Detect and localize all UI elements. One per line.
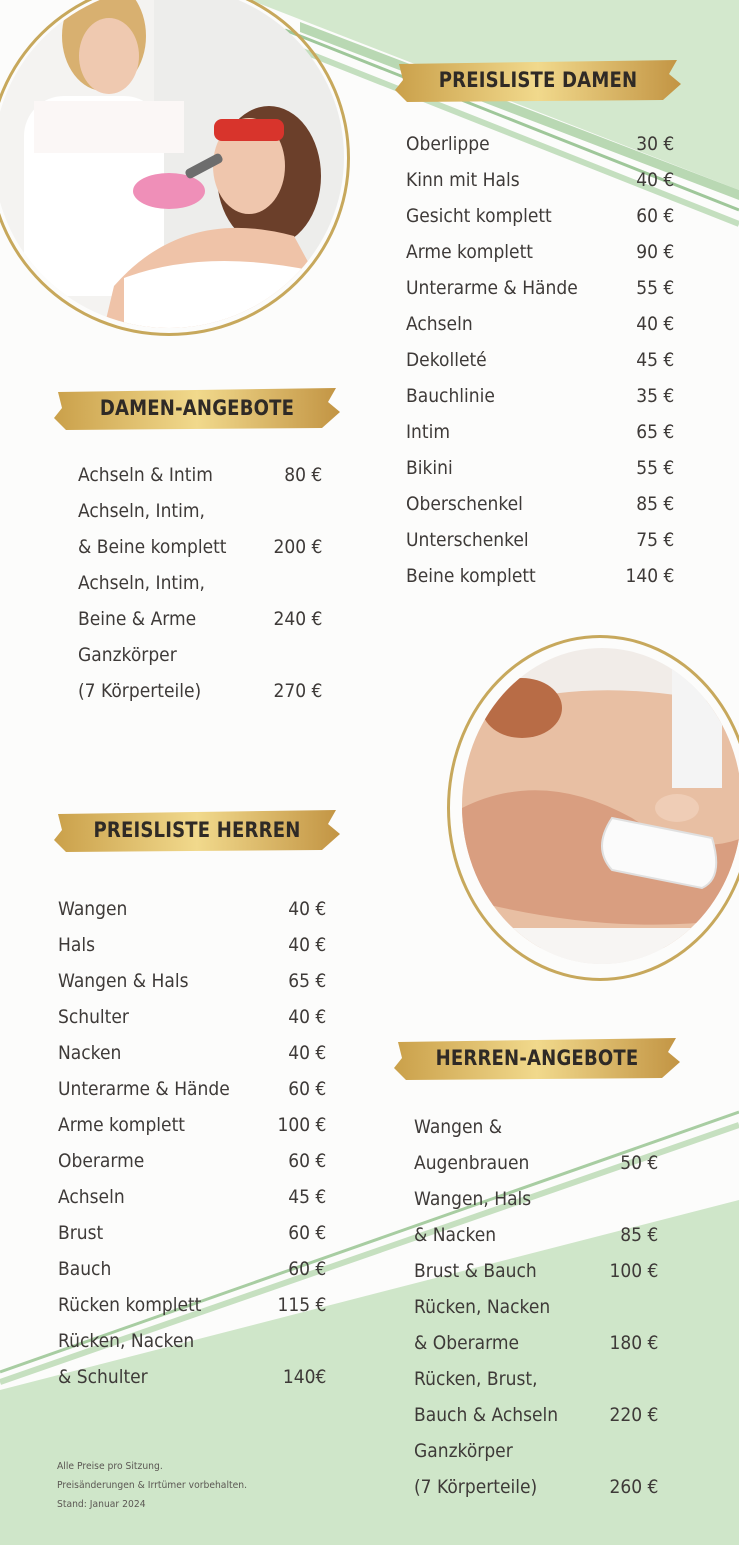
price-row bbox=[406, 306, 674, 342]
price-row bbox=[414, 1289, 658, 1325]
item-price: 40 € bbox=[635, 169, 674, 191]
item-label: Schulter bbox=[58, 1006, 129, 1028]
item-label: Achseln, Intim, bbox=[78, 572, 205, 594]
item-label: Achseln bbox=[58, 1186, 125, 1208]
damen-angebote-banner bbox=[52, 382, 342, 434]
item-price: 90 € bbox=[635, 241, 674, 263]
price-row bbox=[406, 270, 674, 306]
price-row bbox=[78, 673, 322, 709]
item-label: Arme komplett bbox=[406, 241, 533, 263]
price-row bbox=[78, 529, 322, 565]
price-row bbox=[78, 637, 322, 673]
price-row bbox=[406, 522, 674, 558]
item-label: Hals bbox=[58, 934, 95, 956]
item-price: 140 € bbox=[625, 565, 674, 587]
item-label: Dekolleté bbox=[406, 349, 487, 371]
item-price: 30 € bbox=[635, 133, 674, 155]
item-label: Wangen & bbox=[414, 1116, 503, 1138]
price-row bbox=[414, 1397, 658, 1433]
item-label: Bikini bbox=[406, 457, 453, 479]
price-row bbox=[414, 1145, 658, 1181]
item-price: 35 € bbox=[635, 385, 674, 407]
price-row bbox=[58, 1107, 326, 1143]
price-row bbox=[58, 891, 326, 927]
item-label: Unterschenkel bbox=[406, 529, 529, 551]
item-price: 85 € bbox=[619, 1224, 658, 1246]
item-price: 80 € bbox=[283, 464, 322, 486]
item-label: Achseln & Intim bbox=[78, 464, 213, 486]
item-label: Ganzkörper bbox=[78, 644, 177, 666]
footer-line: Stand: Januar 2024 bbox=[57, 1499, 146, 1510]
item-label: Wangen bbox=[58, 898, 128, 920]
item-label: Unterarme & Hände bbox=[58, 1078, 230, 1100]
preisliste-damen-banner bbox=[393, 54, 683, 106]
item-price: 40 € bbox=[287, 1006, 326, 1028]
price-row bbox=[414, 1181, 658, 1217]
herren-angebote-list bbox=[414, 1109, 658, 1505]
item-price: 40 € bbox=[635, 313, 674, 335]
item-price: 55 € bbox=[635, 277, 674, 299]
item-label: & Schulter bbox=[58, 1366, 148, 1388]
item-label: Oberlippe bbox=[406, 133, 490, 155]
item-label: Oberschenkel bbox=[406, 493, 523, 515]
item-price: 60 € bbox=[287, 1150, 326, 1172]
item-label: Arme komplett bbox=[58, 1114, 185, 1136]
item-label: Beine komplett bbox=[406, 565, 536, 587]
price-row bbox=[414, 1217, 658, 1253]
item-label: Rücken, Brust, bbox=[414, 1368, 538, 1390]
price-row bbox=[58, 1143, 326, 1179]
section-title: PREISLISTE HERREN bbox=[93, 818, 301, 842]
item-label: (7 Körperteile) bbox=[414, 1476, 538, 1498]
item-label: Rücken komplett bbox=[58, 1294, 202, 1316]
item-price: 240 € bbox=[273, 608, 322, 630]
item-price: 40 € bbox=[287, 898, 326, 920]
section-title: HERREN-ANGEBOTE bbox=[435, 1046, 639, 1070]
item-price: 200 € bbox=[273, 536, 322, 558]
footer-line: Alle Preise pro Sitzung. bbox=[57, 1461, 163, 1472]
price-row bbox=[414, 1253, 658, 1289]
price-row bbox=[414, 1433, 658, 1469]
item-label: Bauchlinie bbox=[406, 385, 495, 407]
price-row bbox=[58, 1251, 326, 1287]
item-price: 60 € bbox=[287, 1258, 326, 1280]
item-price: 75 € bbox=[635, 529, 674, 551]
item-price: 85 € bbox=[635, 493, 674, 515]
price-row bbox=[406, 486, 674, 522]
item-label: Kinn mit Hals bbox=[406, 169, 520, 191]
preisliste-herren-banner bbox=[52, 804, 342, 856]
price-row bbox=[414, 1109, 658, 1145]
price-row bbox=[58, 1287, 326, 1323]
item-price: 50 € bbox=[619, 1152, 658, 1174]
price-row bbox=[406, 126, 674, 162]
item-label: Beine & Arme bbox=[78, 608, 197, 630]
item-label: Oberarme bbox=[58, 1150, 145, 1172]
price-row bbox=[414, 1469, 658, 1505]
item-price: 40 € bbox=[287, 934, 326, 956]
item-label: Brust & Bauch bbox=[414, 1260, 537, 1282]
item-price: 220 € bbox=[609, 1404, 658, 1426]
price-row bbox=[406, 234, 674, 270]
back-treatment-man-image bbox=[462, 648, 739, 964]
section-title: DAMEN-ANGEBOTE bbox=[99, 396, 295, 420]
item-price: 40 € bbox=[287, 1042, 326, 1064]
price-row bbox=[78, 457, 322, 493]
item-label: Achseln, Intim, bbox=[78, 500, 205, 522]
item-label: Achseln bbox=[406, 313, 473, 335]
price-row bbox=[406, 414, 674, 450]
item-label: Brust bbox=[58, 1222, 104, 1244]
price-row bbox=[406, 558, 674, 594]
item-price: 60 € bbox=[287, 1078, 326, 1100]
item-label: Rücken, Nacken bbox=[58, 1330, 195, 1352]
item-label: Unterarme & Hände bbox=[406, 277, 578, 299]
item-price: 65 € bbox=[287, 970, 326, 992]
price-row bbox=[406, 342, 674, 378]
item-label: & Nacken bbox=[414, 1224, 497, 1246]
item-price: 100 € bbox=[277, 1114, 326, 1136]
item-price: 55 € bbox=[635, 457, 674, 479]
item-price: 45 € bbox=[287, 1186, 326, 1208]
item-label: & Oberarme bbox=[414, 1332, 520, 1354]
price-row bbox=[414, 1361, 658, 1397]
item-price: 60 € bbox=[635, 205, 674, 227]
price-row bbox=[58, 927, 326, 963]
item-price: 65 € bbox=[635, 421, 674, 443]
footer-line: Preisänderungen & Irrtümer vorbehalten. bbox=[57, 1480, 248, 1491]
price-row bbox=[78, 565, 322, 601]
item-price: 270 € bbox=[273, 680, 322, 702]
price-row bbox=[58, 1179, 326, 1215]
footer-note bbox=[57, 1457, 264, 1514]
price-row bbox=[58, 1359, 326, 1395]
item-label: Gesicht komplett bbox=[406, 205, 552, 227]
item-price: 45 € bbox=[635, 349, 674, 371]
price-row bbox=[58, 999, 326, 1035]
section-title: PREISLISTE DAMEN bbox=[438, 68, 638, 92]
item-price: 180 € bbox=[609, 1332, 658, 1354]
item-price: 115 € bbox=[277, 1294, 326, 1316]
price-row bbox=[78, 601, 322, 637]
item-label: & Beine komplett bbox=[78, 536, 227, 558]
item-label: Augenbrauen bbox=[414, 1152, 530, 1174]
item-label: Rücken, Nacken bbox=[414, 1296, 551, 1318]
price-row bbox=[414, 1325, 658, 1361]
item-price: 60 € bbox=[287, 1222, 326, 1244]
price-row bbox=[58, 1035, 326, 1071]
price-row bbox=[58, 963, 326, 999]
price-row bbox=[58, 1323, 326, 1359]
herren-angebote-banner bbox=[392, 1032, 682, 1084]
item-label: (7 Körperteile) bbox=[78, 680, 202, 702]
preisliste-damen-list bbox=[406, 126, 674, 594]
damen-angebote-list bbox=[78, 457, 322, 709]
price-row bbox=[78, 493, 322, 529]
price-row bbox=[406, 378, 674, 414]
item-label: Wangen & Hals bbox=[58, 970, 189, 992]
item-label: Wangen, Hals bbox=[414, 1188, 532, 1210]
preisliste-herren-list bbox=[58, 891, 326, 1395]
price-row bbox=[406, 450, 674, 486]
price-row bbox=[58, 1071, 326, 1107]
item-label: Nacken bbox=[58, 1042, 122, 1064]
price-row bbox=[406, 162, 674, 198]
item-price: 140€ bbox=[282, 1366, 326, 1388]
item-label: Bauch bbox=[58, 1258, 112, 1280]
item-label: Intim bbox=[406, 421, 451, 443]
price-row bbox=[406, 198, 674, 234]
price-row bbox=[58, 1215, 326, 1251]
item-label: Bauch & Achseln bbox=[414, 1404, 559, 1426]
item-label: Ganzkörper bbox=[414, 1440, 513, 1462]
item-price: 100 € bbox=[609, 1260, 658, 1282]
item-price: 260 € bbox=[609, 1476, 658, 1498]
